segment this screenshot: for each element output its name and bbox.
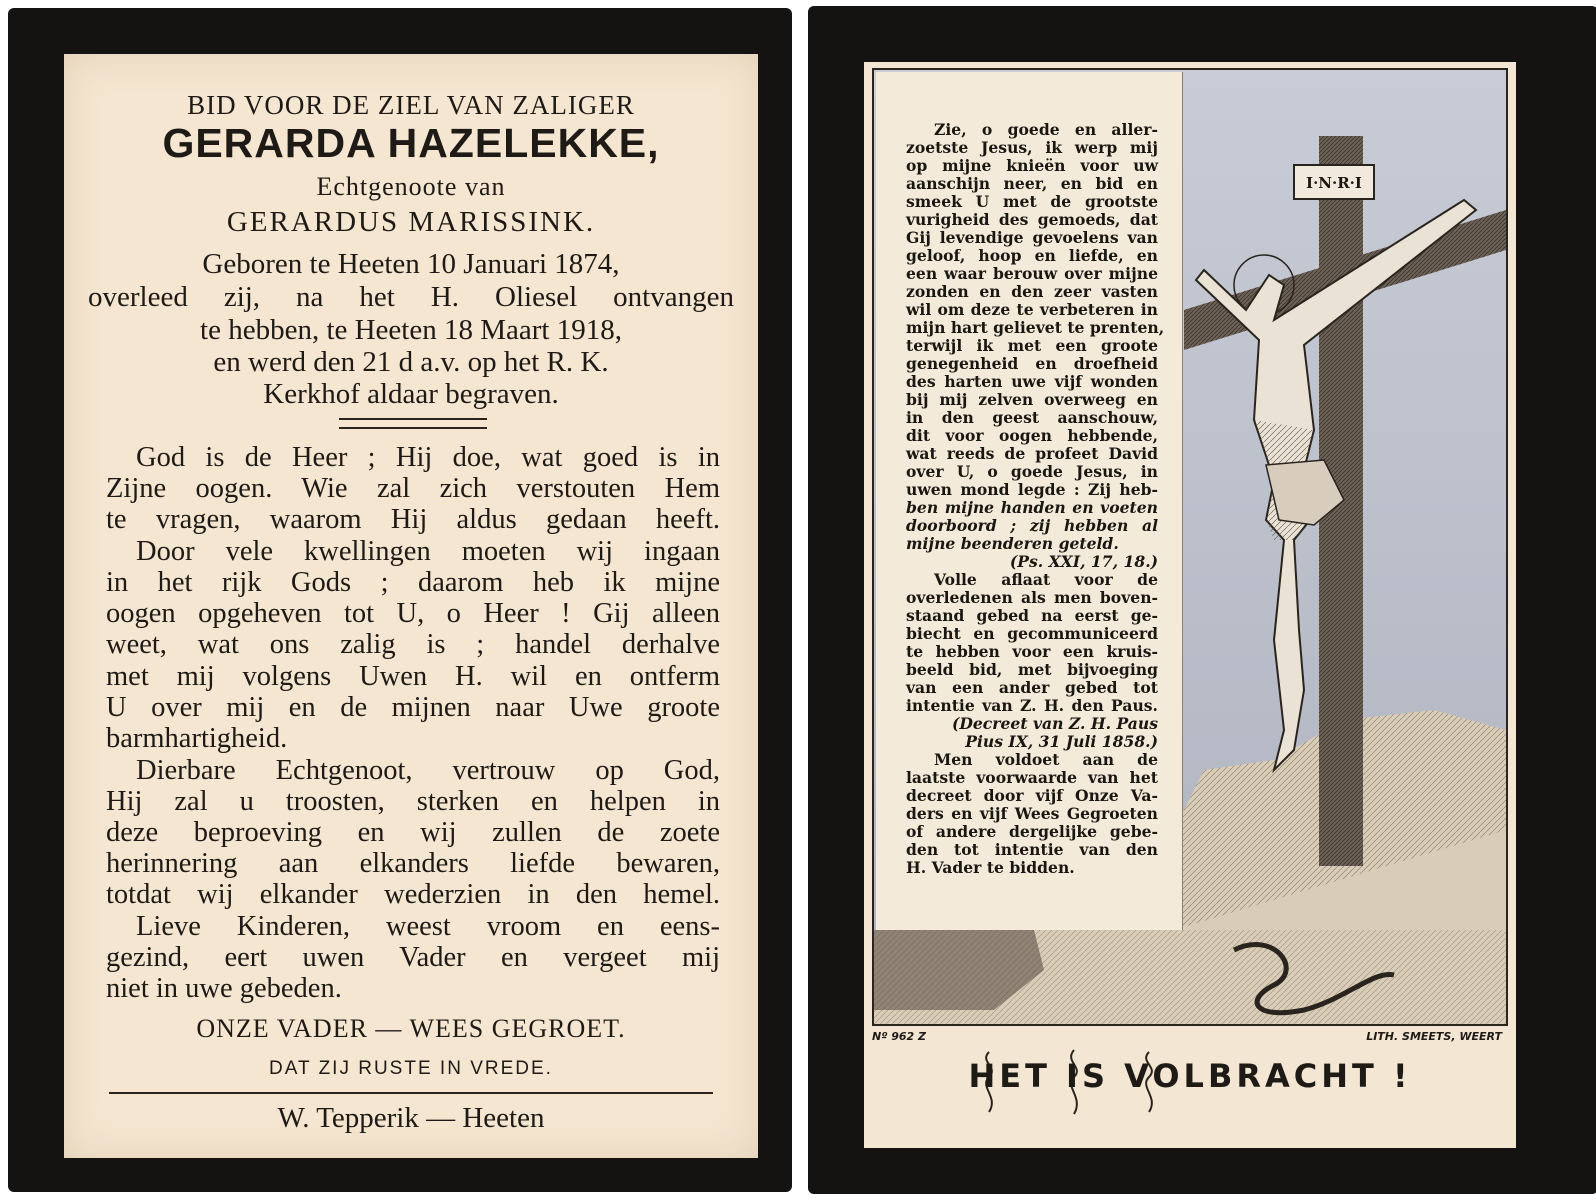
condition-line: H. Vader te bidden. (906, 858, 1075, 877)
prayer-line: mijn hart gelievet te prenten, (906, 318, 1165, 337)
condition-line: of andere dergelijke gebe- (906, 822, 1158, 841)
prayer-line: terwijl ik met een groote (906, 336, 1158, 355)
condition-line: decreet door vijf Onze Va- (906, 786, 1158, 805)
psalm-quote-line: mijne beenderen geteld. (906, 534, 1119, 553)
spouse-of-label: Echtgenoote van (316, 172, 506, 201)
condition-line: Men voldoet aan de (934, 750, 1158, 769)
body-line: totdat wij elkander wederzien in den hemel. (106, 879, 720, 910)
card-paper (64, 54, 758, 1158)
prayer-line: zoetste Jesus, ik werp mij (906, 138, 1158, 157)
prayer-line: wat reeds de profeet David (906, 444, 1158, 463)
condition-line: laatste voorwaarde van het (906, 768, 1158, 787)
prayer-line: vurigheid des gemoeds, dat (906, 210, 1158, 229)
indulgence-line: van een ander gebed tot (906, 678, 1158, 697)
prayer-line: dit voor oogen hebbende, (906, 426, 1158, 445)
birth-line: Geboren te Heeten 10 Januari 1874, (202, 248, 620, 280)
body-line: niet in uwe gebeden. (106, 973, 342, 1004)
body-line: met mij volgens Uwen H. wil en ontferm (106, 661, 720, 692)
prayer-line: een waar berouw over mijne (906, 264, 1158, 283)
spouse-name: GERARDUS MARISSINK. (226, 206, 596, 238)
psalm-quote-line: doorboord ; zij hebben al (906, 516, 1158, 535)
body-line: oogen opgeheven tot U, o Heer ! Gij alleen (106, 598, 720, 629)
printer-credit: W. Tepperik — Heeten (277, 1102, 545, 1134)
psalm-reference: (Ps. XXI, 17, 18.) (1009, 552, 1158, 571)
birth-line: overleed zij, na het H. Oliesel ontvangen (88, 281, 734, 313)
indulgence-line: overledenen als men boven- (906, 588, 1158, 607)
body-line: Door vele kwellingen moeten wij ingaan (136, 536, 720, 567)
indulgence-line: te hebben voor een kruis- (906, 642, 1158, 661)
prayer-line: genegenheid en droefheid (906, 354, 1158, 373)
prayer-line: Gij levendige gevoelens van (906, 228, 1158, 247)
indulgence-line: Volle aflaat voor de (934, 570, 1158, 589)
prayer-line: geloof, hoop en liefde, en (906, 246, 1158, 265)
birth-line: en werd den 21 d a.v. op het R. K. (213, 346, 609, 378)
indulgence-line: biecht en gecommuniceerd (906, 624, 1158, 643)
memorial-card-front (8, 8, 792, 1192)
body-line: herinnering aan elkanders liefde bewaren, (106, 848, 720, 879)
indulgence-line: staand gebed na eerst ge- (906, 606, 1158, 625)
prayer-line: bij mij zelven overweeg en (906, 390, 1158, 409)
prayer-line: smeek U met de grootste (906, 192, 1158, 211)
prayer-line: op mijne knieën voor uw (906, 156, 1158, 175)
body-line: Dierbare Echtgenoot, vertrouw op God, (136, 755, 720, 786)
motto-text: HET IS VOLBRACHT ! (968, 1057, 1412, 1095)
lithographer-credit: LITH. SMEETS, WEERT (1366, 1030, 1502, 1043)
plate-number: Nº 962 Z (872, 1030, 927, 1043)
double-rule-divider (339, 418, 487, 429)
body-line: U over mij en de mijnen naar Uwe groote (106, 692, 720, 723)
indulgence-line: intentie van Z. H. den Paus. (906, 696, 1158, 715)
prayer-request-heading: BID VOOR DE ZIEL VAN ZALIGER (187, 90, 635, 120)
prayer-line: over U, o goede Jesus, in (906, 462, 1158, 481)
body-line: te vragen, waarom Hij aldus gedaan heeft. (106, 504, 720, 535)
birth-line: Kerkhof aldaar begraven. (263, 378, 559, 410)
decree-reference: Pius IX, 31 Juli 1858.) (965, 732, 1158, 751)
body-line: barmhartigheid. (106, 723, 288, 754)
body-line: weet, wat ons zalig is ; handel derhalve (106, 629, 720, 660)
body-line: in het rijk Gods ; daarom heb ik mijne (106, 567, 720, 598)
footer-rule (109, 1092, 713, 1094)
prayer-line: des harten uwe vijf wonden (906, 372, 1158, 391)
prayer-line: zonden en den zeer vasten (906, 282, 1158, 301)
condition-line: ders en vijf Wees Gegroeten (906, 804, 1158, 823)
body-line: God is de Heer ; Hij doe, wat goed is in (136, 442, 720, 473)
body-line: Hij zal u troosten, sterken en helpen in (106, 786, 720, 817)
body-line: gezind, eert uwen Vader en vergeet mij (106, 942, 720, 973)
prayer-line: uwen mond legde : Zij heb- (906, 480, 1158, 499)
crucifixion-engraving (872, 68, 1508, 1026)
indulgence-line: beeld bid, met bijvoeging (906, 660, 1158, 679)
birth-line: te hebben, te Heeten 18 Maart 1918, (200, 314, 622, 346)
inri-sign: I·N·R·I (1306, 174, 1362, 192)
rest-in-peace: DAT ZIJ RUSTE IN VREDE. (269, 1058, 553, 1079)
body-line: Zijne oogen. Wie zal zich verstouten Hem (106, 473, 720, 504)
prayer-line: in den geest aanschouw, (906, 408, 1158, 427)
prayer-line: aanschijn neer, en bid en (906, 174, 1158, 193)
condition-line: den tot intentie van den (906, 840, 1158, 859)
psalm-quote-line: ben mijne handen en voeten (906, 498, 1158, 517)
body-line: Lieve Kinderen, weest vroom en eens- (136, 911, 720, 942)
indulgence-prayer-panel (876, 72, 1183, 930)
body-line: deze beproeving en wij zullen de zoete (106, 817, 720, 848)
decree-reference: (Decreet van Z. H. Paus (951, 714, 1158, 733)
closing-prayer: ONZE VADER — WEES GEGROET. (196, 1014, 626, 1043)
card-paper (864, 62, 1516, 1148)
deceased-name: GERARDA HAZELEKKE, (162, 120, 660, 166)
memorial-card-back (808, 6, 1596, 1194)
prayer-line: Zie, o goede en aller- (934, 120, 1158, 139)
prayer-line: wil om deze te verbeteren in (906, 300, 1158, 319)
